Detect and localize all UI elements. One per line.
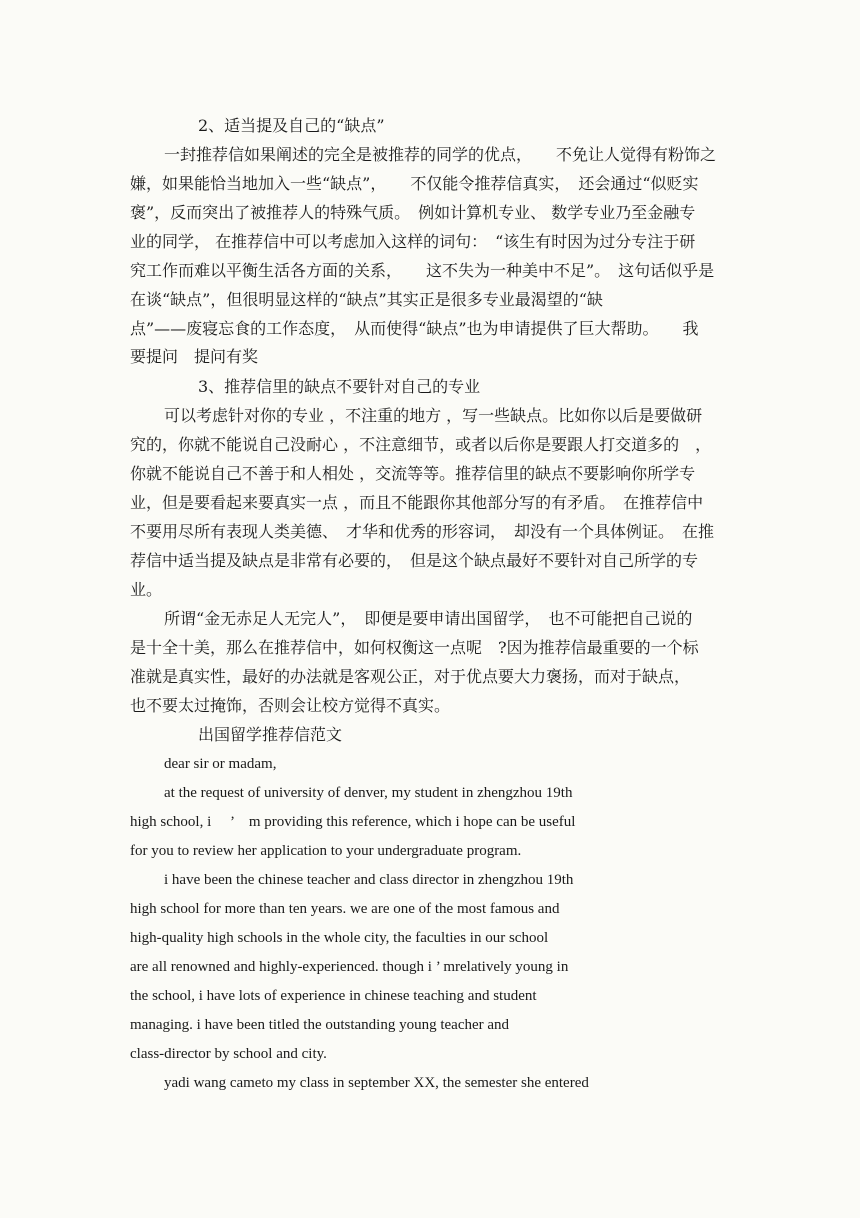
section-heading-2: 2、适当提及自己的“缺点” xyxy=(198,116,385,135)
letter-line: class-director by school and city. xyxy=(130,1046,327,1062)
paragraph-line: 业的同学， 在推荐信中可以考虑加入这样的词句： “该生有时因为过分专注于研 xyxy=(130,232,696,251)
paragraph-line: 也不要太过掩饰，否则会让校方觉得不真实。 xyxy=(130,696,451,715)
paragraph-line: 业，但是要看起来要真实一点 ，而且不能跟你其他部分写的有矛盾。 在推荐信中 xyxy=(130,493,704,512)
section-heading-3: 3、推荐信里的缺点不要针对自己的专业 xyxy=(198,377,481,396)
letter-title: 出国留学推荐信范文 xyxy=(198,725,343,744)
letter-line: high school for more than ten years. we are one of the most famous and xyxy=(130,901,560,917)
letter-line: for you to review her application to your undergraduate program. xyxy=(130,843,522,859)
paragraph-line: 是十全十美，那么在推荐信中，如何权衡这一点呢 ?因为推荐信最重要的一个标 xyxy=(130,638,699,657)
paragraph-line: 在谈“缺点”，但很明显这样的“缺点”其实正是很多专业最渴望的“缺 xyxy=(130,290,603,309)
letter-line: managing. i have been titled the outstanding young teacher and xyxy=(130,1017,510,1033)
paragraph-line: 点”——废寝忘食的工作态度， 从而使得“缺点”也为申请提供了巨大帮助。 我 xyxy=(130,319,699,338)
paragraph-line: 要提问 提问有奖 xyxy=(130,347,259,366)
letter-line: dear sir or madam, xyxy=(164,756,277,772)
paragraph-line: 业。 xyxy=(130,580,163,599)
paragraph-line: 所谓“金无赤足人无完人”， 即便是要申请出国留学， 也不可能把自己说的 xyxy=(164,609,693,628)
paragraph-line: 荐信中适当提及缺点是非常有必要的， 但是这个缺点最好不要针对自己所学的专 xyxy=(130,551,699,570)
paragraph-line: 准就是真实性，最好的办法就是客观公正，对于优点要大力褒扬，而对于缺点， xyxy=(130,667,691,686)
paragraph-line: 可以考虑针对你的专业 ，不注重的地方 ，写一些缺点。比如你以后是要做研 xyxy=(164,406,703,425)
paragraph-line: 褒”，反而突出了被推荐人的特殊气质。 例如计算机专业、 数学专业乃至金融专 xyxy=(130,203,696,222)
paragraph-line: 一封推荐信如果阐述的完全是被推荐的同学的优点， 不免让人觉得有粉饰之 xyxy=(164,145,717,164)
paragraph-line: 究的，你就不能说自己没耐心 ，不注意细节，或者以后你是要跟人打交道多的 ， xyxy=(130,435,712,454)
letter-line: i have been the chinese teacher and class director in zhengzhou 19th xyxy=(164,872,574,888)
paragraph-line: 究工作而难以平衡生活各方面的关系， 这不失为一种美中不足”。 这句话似乎是 xyxy=(130,261,715,280)
letter-line: high school, i ’ m providing this reference, which i hope can be useful xyxy=(130,814,576,830)
paragraph-line: 你就不能说自己不善于和人相处 ，交流等等。推荐信里的缺点不要影响你所学专 xyxy=(130,464,696,483)
paragraph-line: 不要用尽所有表现人类美德、 才华和优秀的形容词， 却没有一个具体例证。 在推 xyxy=(130,522,715,541)
letter-line: high-quality high schools in the whole city, the faculties in our school xyxy=(130,930,549,946)
paragraph-line: 嫌，如果能恰当地加入一些“缺点”， 不仅能令推荐信真实， 还会通过“似贬实 xyxy=(130,174,699,193)
letter-line: are all renowned and highly-experienced. though i ’ mrelatively young in xyxy=(130,959,569,975)
letter-line: the school, i have lots of experience in chinese teaching and student xyxy=(130,988,537,1004)
letter-line: at the request of university of denver, my student in zhengzhou 19th xyxy=(164,785,573,801)
letter-line: yadi wang cameto my class in september XX, the semester she entered xyxy=(164,1075,589,1091)
